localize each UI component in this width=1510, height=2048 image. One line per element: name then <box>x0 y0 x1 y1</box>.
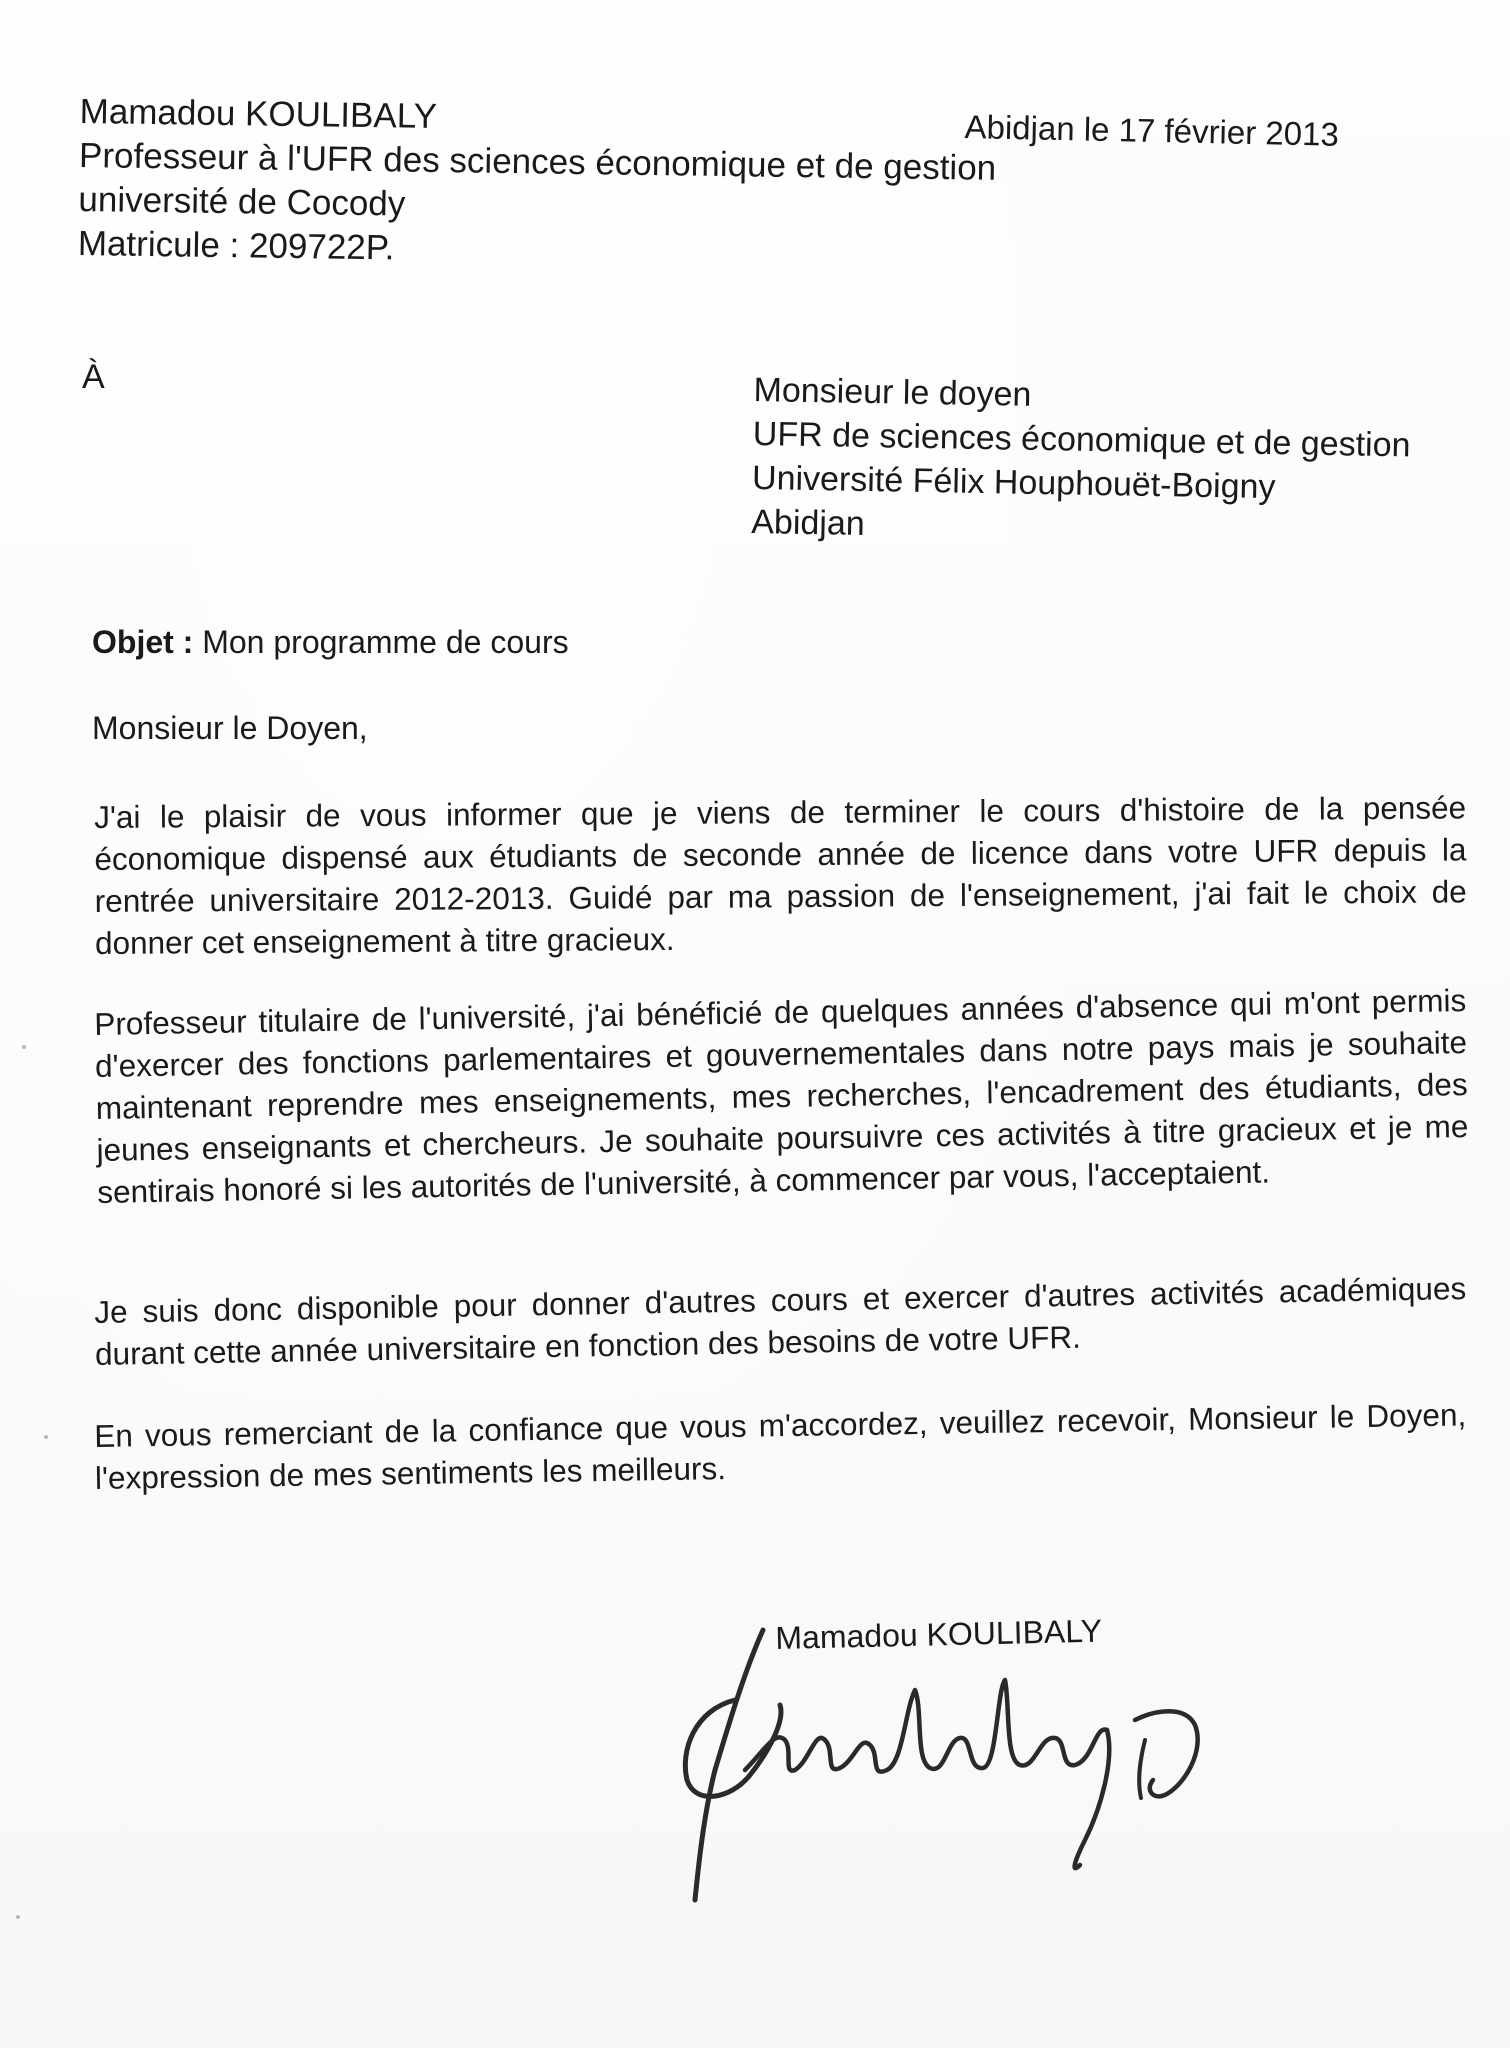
paper-speck <box>44 1435 48 1439</box>
recipient-line-1: Monsieur le doyen <box>753 370 1032 414</box>
recipient-line-4: Abidjan <box>750 502 866 543</box>
paper-speck <box>16 1915 20 1919</box>
handwritten-signature <box>675 1610 1235 1910</box>
sender-matricule: Matricule : 209722P. <box>77 223 395 268</box>
object-text: Mon programme de cours <box>202 624 569 660</box>
recipient-line-3: Université Félix Houphouët-Boigny <box>751 458 1276 507</box>
object-label: Objet : <box>92 624 194 660</box>
signature-stroke-dash <box>1139 1740 1145 1798</box>
recipient-block <box>751 368 1454 556</box>
sender-block <box>78 90 1080 280</box>
body-paragraph-1: J'ai le plaisir de vous informer que je viens de terminer le cours d'histoire de la pensée économique dispensé aux étudiants de seconde année de licence dans votre UFR depuis la rentrée universitaire 2012-2013. Guidé par ma passion de l'enseignement, j'ai fait le choix de donner cet enseignement à titre gracieux. <box>94 789 1467 961</box>
sender-name: Mamadou KOULIBALY <box>79 91 438 136</box>
recipient-line-2: UFR de sciences économique et de gestion <box>752 414 1411 465</box>
signature-stroke-body <box>745 1680 1107 1772</box>
body-paragraph-2: Professeur titulaire de l'université, j'ai bénéficié de quelques années d'absence qui m'ont permis d'exercer des fonctions parlementaires et gouvernementales dans notre pays mais je souhaite maintenant reprendre mes enseignements, mes recherches, l'encadrement des étudiants, des jeunes enseignants et chercheurs. Je souhaite poursuivre ces activités à titre gracieux et je me sentirais honoré si les autorités de l'université, à commencer par vous, l'acceptaient. <box>94 982 1469 1210</box>
body-paragraph-3: Je suis donc disponible pour donner d'autres cours et exercer d'autres activités académiques durant cette année universitaire en fonction des besoins de votre UFR. <box>94 1270 1467 1372</box>
letter-date: Abidjan le 17 février 2013 <box>964 108 1340 153</box>
signature-stroke-end <box>1135 1711 1198 1796</box>
paper-speck <box>22 1045 26 1049</box>
sender-university: université de Cocody <box>78 179 406 224</box>
body-paragraph-4: En vous remerciant de la confiance que vous m'accordez, veuillez recevoir, Monsieur le Doyen, l'expression de mes sentiments les meilleurs. <box>94 1396 1467 1496</box>
sender-title: Professeur à l'UFR des sciences économique et de gestion <box>78 135 997 188</box>
recipient-marker: À <box>82 358 105 396</box>
signer-name: Mamadou KOULIBALY <box>775 1612 1103 1656</box>
object-line <box>92 624 569 661</box>
salutation: Monsieur le Doyen, <box>92 710 368 746</box>
